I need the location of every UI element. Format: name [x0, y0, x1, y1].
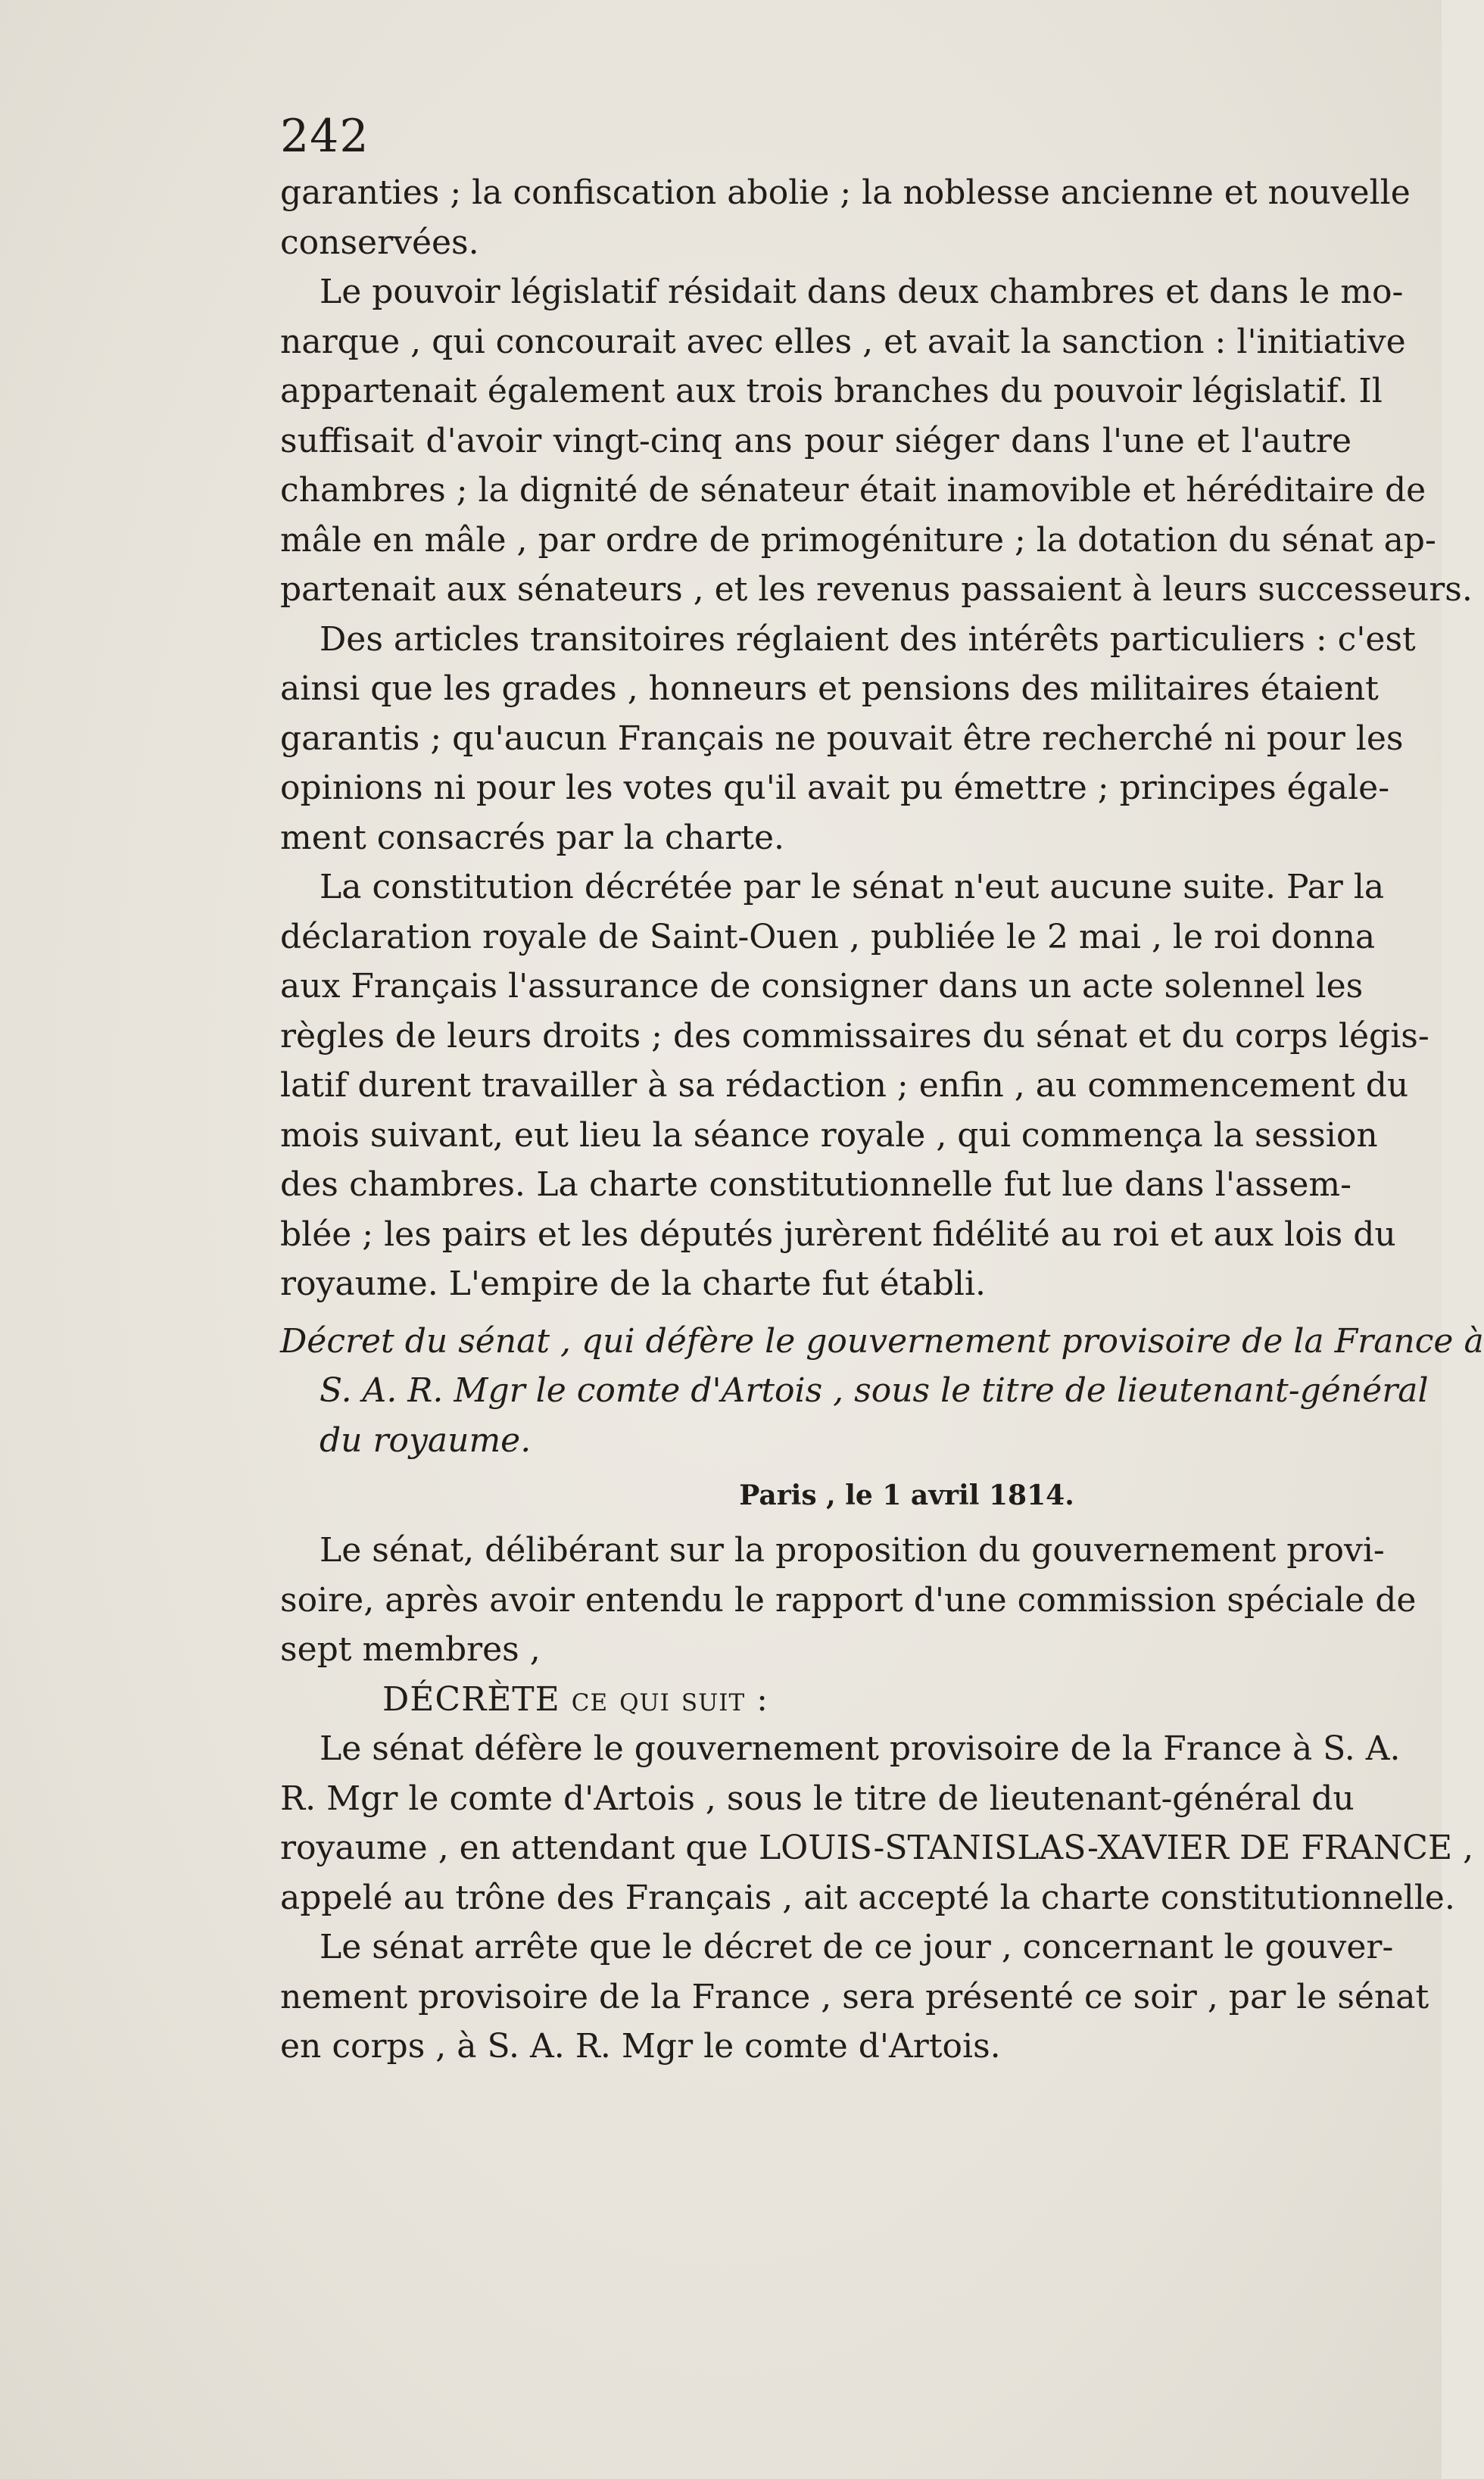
- text-line: conservées.: [280, 223, 479, 262]
- text-line: mois suivant, eut lieu la séance royale , qui commença la session: [280, 1115, 1378, 1155]
- text-line: aux Français l'assurance de consigner dans un acte solennel les: [280, 967, 1364, 1006]
- decree-line: appelé au trône des Français , ait accepté la charte constitutionnelle.: [280, 1878, 1455, 1917]
- text-line: déclaration royale de Saint-Ouen , publiée le 2 mai , le roi donna: [280, 917, 1376, 956]
- text-line: appartenait également aux trois branches du pouvoir législatif. Il: [280, 372, 1383, 410]
- decree-line: nement provisoire de la France , sera présenté ce soir , par le sénat: [280, 1977, 1429, 2016]
- decree-line: R. Mgr le comte d'Artois , sous le titre de lieutenant-général du: [280, 1779, 1355, 1818]
- text-line: mâle en mâle , par ordre de primogéniture ; la dotation du sénat ap-: [280, 520, 1436, 560]
- text-block: [280, 110, 1484, 2072]
- text-line: règles de leurs droits ; des commissaires du sénat et du corps légis-: [280, 1016, 1429, 1056]
- text-line: partenait aux sénateurs , et les revenus passaient à leurs successeurs.: [280, 570, 1473, 609]
- text-line: garanties ; la confiscation abolie ; la noblesse ancienne et nouvelle: [280, 173, 1411, 212]
- text-line: blée ; les pairs et les députés jurèrent fidélité au roi et aux lois du: [280, 1215, 1396, 1254]
- text-line: opinions ni pour les votes qu'il avait pu émettre ; principes égale-: [280, 769, 1390, 807]
- text-line: ment consacrés par la charte.: [280, 818, 784, 857]
- decree-heading: [280, 1317, 1484, 1466]
- date-line: Paris , le 1 avril 1814.: [739, 1480, 1074, 1511]
- decree-line: Le sénat arrête que le décret de ce jour , concernant le gouver-: [320, 1928, 1394, 1966]
- decree-line: royaume , en attendant que LOUIS-STANISLAS-XAVIER DE FRANCE ,: [280, 1829, 1474, 1867]
- text-line: Le pouvoir législatif résidait dans deux chambres et dans le mo-: [320, 273, 1404, 311]
- decree-body: [280, 1526, 1474, 2072]
- text-line: garantis ; qu'aucun Français ne pouvait être recherché ni pour les: [280, 719, 1404, 758]
- text-line: latif durent travailler à sa rédaction ; enfin , au commencement du: [280, 1066, 1409, 1105]
- text-line: Des articles transitoires réglaient des intérêts particuliers : c'est: [320, 619, 1416, 659]
- decree-line: Le sénat, délibérant sur la proposition du gouvernement provi-: [320, 1531, 1385, 1570]
- text-line: chambres ; la dignité de sénateur était inamovible et héréditaire de: [280, 471, 1426, 510]
- heading-line: du royaume.: [320, 1420, 532, 1460]
- text-line: suffisait d'avoir vingt-cinq ans pour siéger dans l'une et l'autre: [280, 421, 1352, 460]
- text-line: narque , qui concourait avec elles , et avait la sanction : l'initiative: [280, 322, 1406, 361]
- decree-line: soire, après avoir entendu le rapport d'une commission spéciale de: [280, 1580, 1417, 1620]
- heading-line: S. A. R. Mgr le comte d'Artois , sous le titre de lieutenant-général: [320, 1371, 1429, 1410]
- decree-line: Le sénat défère le gouvernement provisoire de la France à S. A.: [320, 1729, 1401, 1768]
- text-line: des chambres. La charte constitutionnelle fut lue dans l'assem-: [280, 1165, 1352, 1204]
- page-number: 242: [280, 110, 369, 163]
- text-line: ainsi que les grades , honneurs et pensions des militaires étaient: [280, 669, 1379, 708]
- decree-line: sept membres ,: [280, 1630, 541, 1669]
- decree-line: DÉCRÈTE ce qui suit :: [382, 1679, 768, 1719]
- decree-line: en corps , à S. A. R. Mgr le comte d'Artois.: [280, 2027, 1001, 2066]
- heading-line: Décret du sénat , qui défère le gouvernement provisoire de la France à: [280, 1321, 1484, 1361]
- text-line: La constitution décrétée par le sénat n'eut aucune suite. Par la: [320, 868, 1385, 906]
- text-line: royaume. L'empire de la charte fut établi.: [280, 1264, 987, 1303]
- body-text: [280, 168, 1473, 1309]
